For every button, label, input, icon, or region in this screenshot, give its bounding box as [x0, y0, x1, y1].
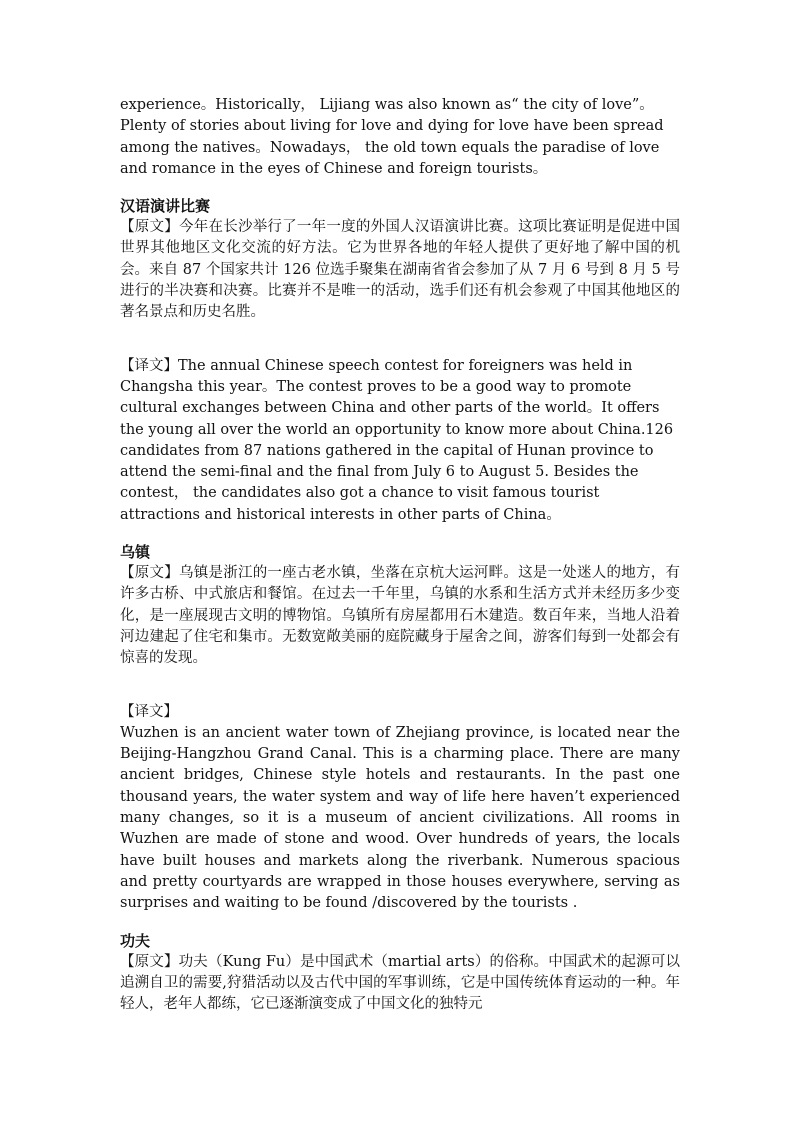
- document-page: [120, 95, 680, 1015]
- wuzhen-translation-label: 【译文】: [120, 703, 178, 720]
- spacer: [120, 526, 680, 542]
- spacer: [120, 670, 680, 702]
- speech-contest-translation: 【译文】The annual Chinese speech contest for foreigners was held in Changsha this year。The contest proves to be a good way to promote cultural exchanges between China and other parts of the world。It offers the young all over the world an opportunity to know more about China.126 candidates from 87 nations gathered in the capital of Hunan province to attend the semi-final and the final from July 6 to August 5. Besides the contest， the candidates also got a chance to visit famous tourist attractions and historical interests in other parts of China。: [120, 357, 674, 523]
- spacer: [120, 915, 680, 931]
- intro-paragraph: experience。Historically， Lijiang was also known as“ the city of love”。Plenty of stories about living for love and dying for love have been spread among the natives。Nowadays， the old town equals the paradise of love and romance in the eyes of Chinese and foreign tourists。: [120, 97, 664, 177]
- spacer: [120, 324, 680, 356]
- wuzhen-original: 【原文】乌镇是浙江的一座古老水镇，坐落在京杭大运河畔。这是一处迷人的地方，有许多古桥、中式旅店和餐馆。在过去一千年里，乌镇的水系和生活方式并未经历多少变化，是一座展现古文明的博物馆。乌镇所有房屋都用石木建造。数百年来，当地人沿着河边建起了住宅和集市。无数宽敞美丽的庭院藏身于屋舍之间，游客们每到一处都会有惊喜的发现。: [120, 565, 680, 667]
- section-heading-speech-contest: 汉语演讲比赛: [120, 197, 211, 216]
- wuzhen-translation: Wuzhen is an ancient water town of Zhejiang province, is located near the Beijing-Hangzhou Grand Canal. This is a charming place. There are many ancient bridges, Chinese style hotels and restaurants. In the past one thousand years, the water system and way of life here haven’t experienced many changes, so it is a museum of ancient civilizations. All rooms in Wuzhen are made of stone and wood. Over hundreds of years, the locals have built houses and markets along the riverbank. Numerous spacious and pretty courtyards are wrapped in those houses everywhere, serving as surprises and waiting to be found /discovered by the tourists .: [120, 724, 680, 912]
- speech-contest-original: 【原文】今年在长沙举行了一年一度的外国人汉语演讲比赛。这项比赛证明是促进中国世界其他地区文化交流的好方法。它为世界各地的年轻人提供了更好地了解中国的机会。来自 87 个国家共计 126 位选手聚集在湖南省省会参加了从 7 月 6 号到 8 月 5 号进行的半决赛和决赛。比赛并不是唯一的活动，选手们还有机会参观了中国其他地区的著名景点和历史名胜。: [120, 219, 680, 321]
- kungfu-original: 【原文】功夫（Kung Fu）是中国武术（martial arts）的俗称。中国武术的起源可以追溯自卫的需要,狩猎活动以及古代中国的军事训练，它是中国传统体育运动的一种。年轻人，老年人都练，它已逐渐演变成了中国文化的独特元: [120, 953, 680, 1013]
- section-heading-wuzhen: 乌镇: [120, 543, 151, 562]
- spacer: [120, 180, 680, 196]
- section-heading-kungfu: 功夫: [120, 931, 151, 950]
